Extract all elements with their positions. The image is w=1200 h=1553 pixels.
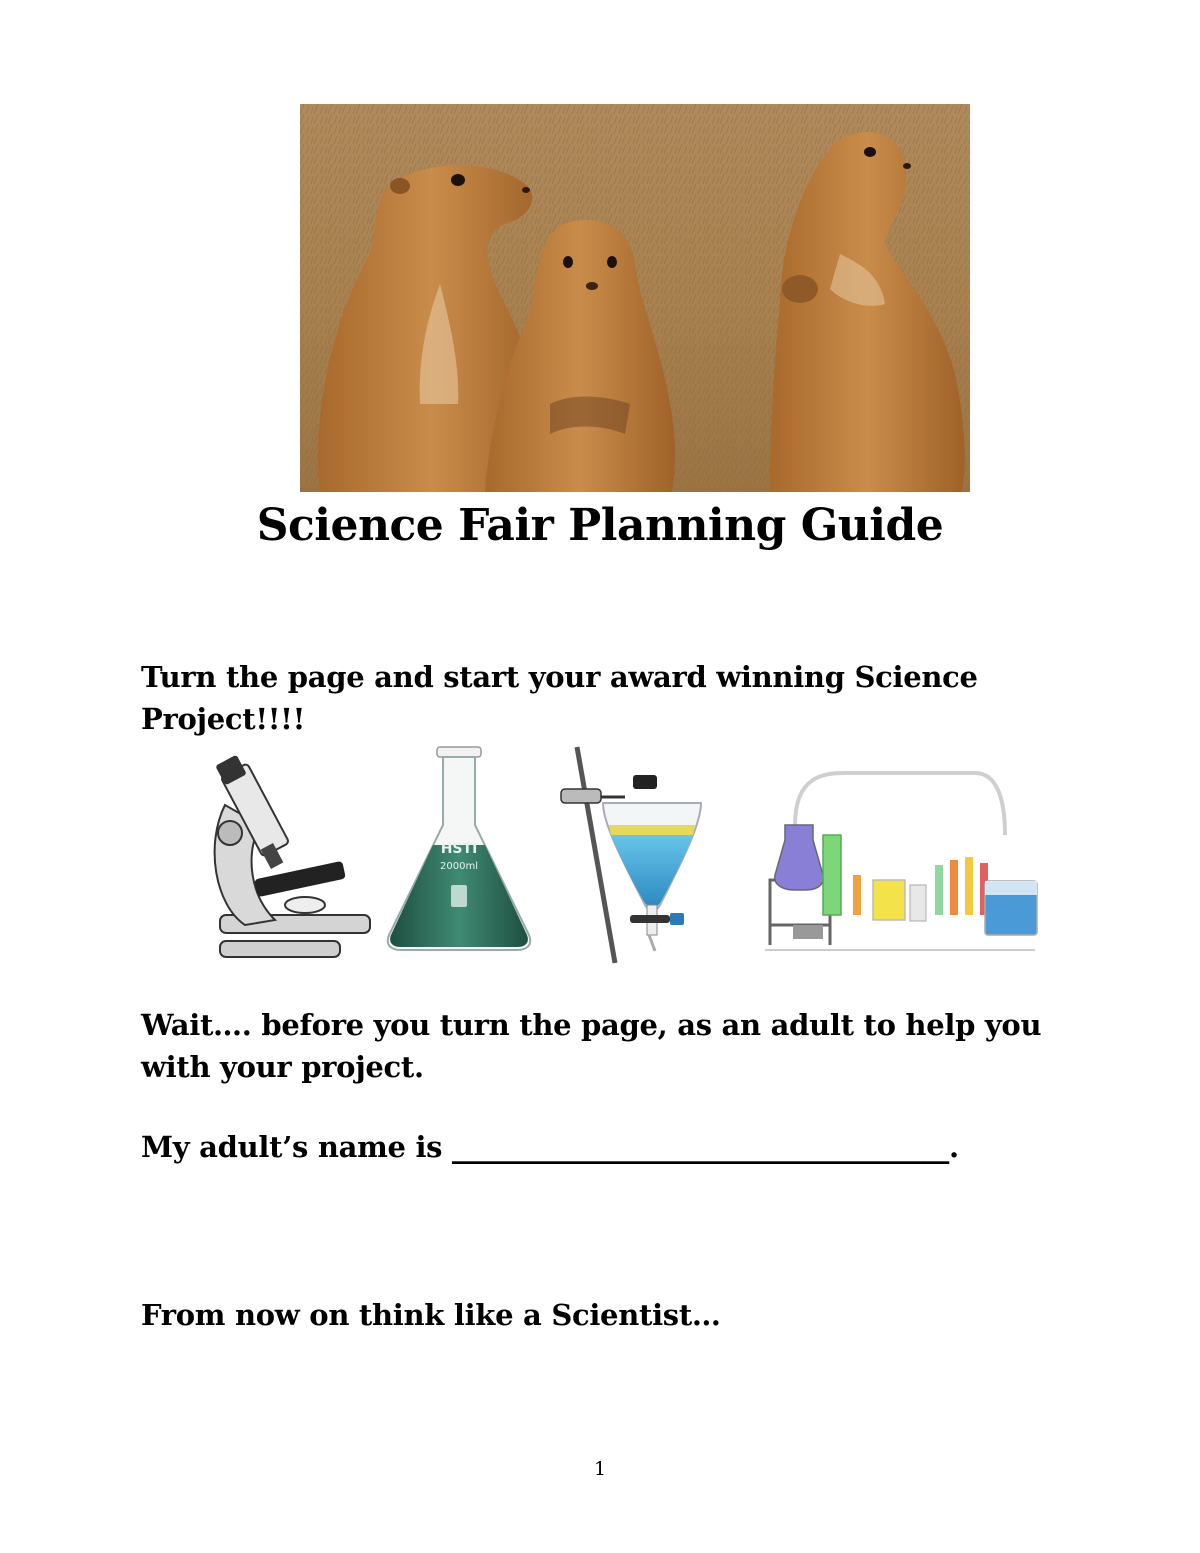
- page-number: 1: [593, 1458, 607, 1480]
- adult-name-label: My adult’s name is: [141, 1130, 452, 1164]
- adult-name-period: .: [949, 1130, 959, 1164]
- adult-name-line: [141, 1126, 1061, 1168]
- page-title: Science Fair Planning Guide: [256, 500, 944, 551]
- prairie-dogs-photo: [300, 104, 970, 492]
- separatory-funnel-icon: [561, 747, 701, 963]
- lab-glassware-set-icon: [765, 773, 1037, 950]
- erlenmeyer-flask-icon: [388, 747, 531, 950]
- adult-name-blank: ___________________________________: [451, 1130, 949, 1164]
- reminder-paragraph: Wait…. before you turn the page, as an adult to help you with your project.: [141, 1008, 1042, 1084]
- lab-equipment-illustration: [205, 745, 1045, 967]
- flask-brand-label: HSTI: [440, 841, 478, 857]
- flask-volume-label: 2000ml: [440, 861, 478, 872]
- microscope-icon: [215, 755, 370, 957]
- closing-paragraph: From now on think like a Scientist…: [141, 1298, 721, 1332]
- intro-paragraph: Turn the page and start your award winning Science Project!!!!: [141, 660, 978, 736]
